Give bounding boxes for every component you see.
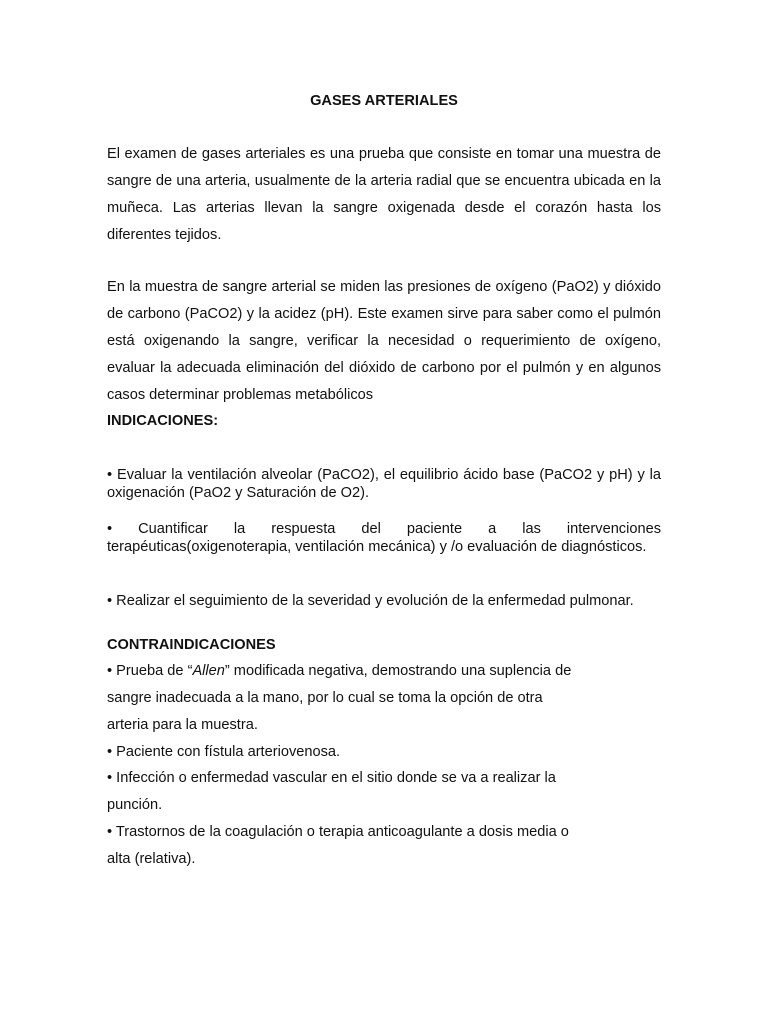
allen-prefix: • Prueba de “ (107, 663, 193, 679)
contraindicaciones-heading: CONTRAINDICACIONES (107, 637, 276, 653)
intro-paragraph: El examen de gases arteriales es una prueba que consiste en tomar una muestra de sangre de una arteria, usualmente de la arteria radial que se encuentra ubicada en la muñeca. Las arterias llevan la sangre oxigenada desde el corazón hasta los diferentes tejidos. (107, 146, 661, 243)
contraindicacion-line: • Infección o enfermedad vascular en el sitio donde se va a realizar la (107, 770, 556, 786)
allen-term: Allen (192, 663, 225, 679)
measurement-paragraph: En la muestra de sangre arterial se miden las presiones de oxígeno (PaO2) y dióxido de carbono (PaCO2) y la acidez (pH). Este examen sirve para saber como el pulmón está oxigenando la sangre, verificar la necesidad o requerimiento de oxígeno, evaluar la adecuada eliminación del dióxido de carbono por el pulmón y en algunos casos determinar problemas metabólicos (107, 279, 661, 403)
contraindicacion-line: arteria para la muestra. (107, 717, 258, 733)
contraindicacion-line: alta (relativa). (107, 851, 196, 867)
indicacion-item: • Cuantificar la respuesta del paciente a las intervenciones terapéuticas(oxigenoterapia, ventilación mecánica) y /o evaluación de diagnósticos. (107, 521, 661, 555)
contraindicacion-line: sangre inadecuada a la mano, por lo cual se toma la opción de otra (107, 690, 543, 706)
indicaciones-heading: INDICACIONES: (107, 413, 219, 429)
indicacion-item: • Evaluar la ventilación alveolar (PaCO2), el equilibrio ácido base (PaCO2 y pH) y la oxigenación (PaO2 y Saturación de O2). (107, 467, 661, 501)
document-title: GASES ARTERIALES (310, 93, 458, 109)
contraindicacion-line: punción. (107, 797, 163, 813)
contraindicacion-line: • Paciente con fístula arteriovenosa. (107, 744, 341, 760)
contraindicacion-line (107, 661, 571, 681)
contraindicacion-line: • Trastornos de la coagulación o terapia anticoagulante a dosis media o (107, 824, 569, 840)
allen-suffix: ” modificada negativa, demostrando una suplencia de (224, 663, 572, 679)
indicacion-item: • Realizar el seguimiento de la severidad y evolución de la enfermedad pulmonar. (107, 593, 634, 609)
